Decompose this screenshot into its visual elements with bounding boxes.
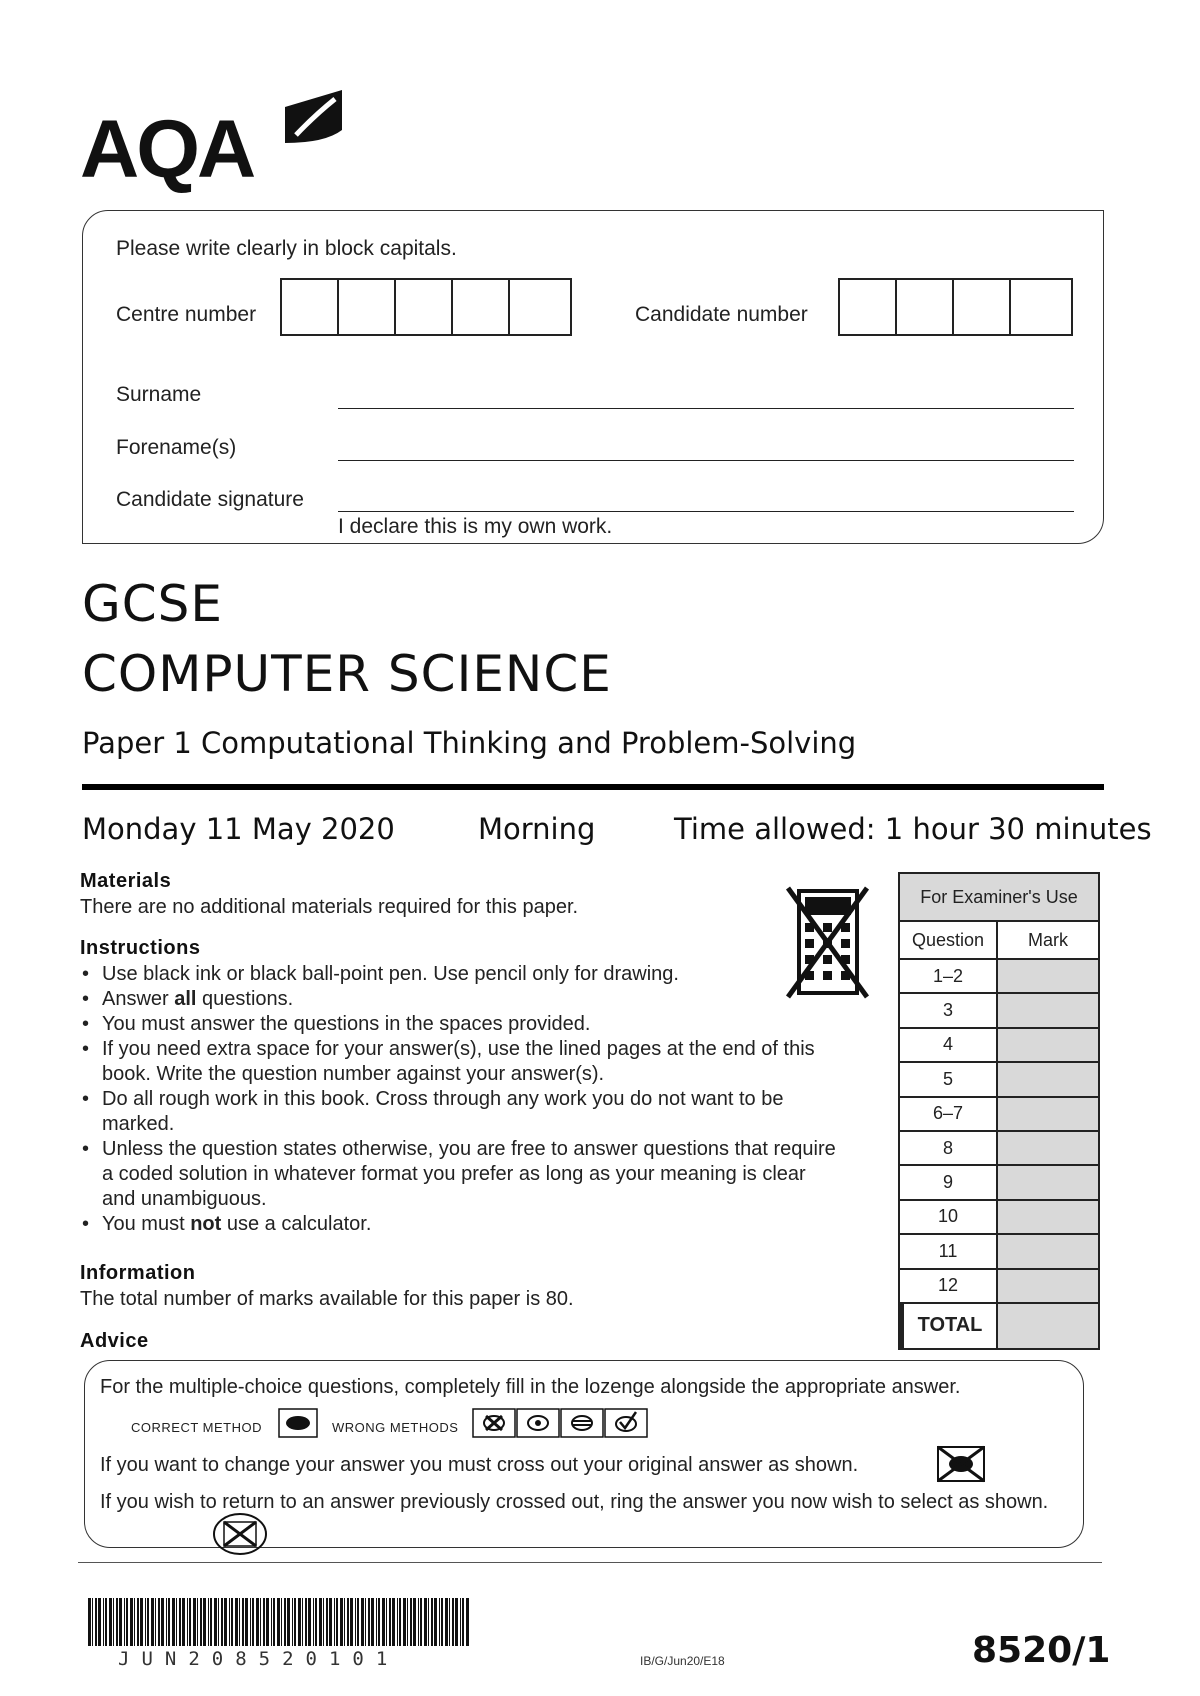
mark-cell (998, 1063, 1098, 1095)
centre-number-cell[interactable] (282, 280, 339, 334)
instruction-item: • Unless the question states otherwise, you are free to answer questions that require a coded solution in whatever format you prefer as long as your meaning is clear and unambiguous. (80, 1137, 840, 1212)
block-capitals-instruction: Please write clearly in block capitals. (116, 237, 457, 260)
barcode-bar (242, 1598, 244, 1646)
barcode-bar (336, 1598, 338, 1646)
barcode-bar (441, 1598, 443, 1646)
barcode-bar (357, 1598, 359, 1646)
question-cell: 3 (900, 994, 998, 1026)
barcode-bar (368, 1598, 370, 1646)
examiner-column-headers (900, 922, 1098, 960)
barcode-bar (302, 1598, 303, 1646)
barcode-bar (92, 1598, 93, 1646)
surname-label: Surname (116, 383, 202, 406)
barcode-bar (308, 1598, 311, 1646)
declaration-text: I declare this is my own work. (338, 515, 613, 538)
barcode-number: JUN208520101 (118, 1648, 400, 1670)
question-cell: 1–2 (900, 960, 998, 992)
barcode-bar (392, 1598, 395, 1646)
barcode-bar (189, 1598, 191, 1646)
question-cell: 11 (900, 1235, 998, 1267)
barcode (88, 1598, 474, 1651)
barcode-bar (378, 1598, 380, 1646)
examiners-use-table (898, 872, 1100, 1350)
table-row (900, 1063, 1098, 1097)
advice-line-3: If you wish to return to an answer previously crossed out, ring the answer you now wish to select as shown. (100, 1491, 1049, 1513)
mark-cell (998, 994, 1098, 1026)
barcode-bar (176, 1598, 177, 1646)
barcode-bar (452, 1598, 454, 1646)
barcode-bar (418, 1598, 419, 1646)
table-row (900, 994, 1098, 1028)
candidate-number-cell[interactable] (954, 280, 1011, 334)
barcode-bar (119, 1598, 122, 1646)
barcode-bar (109, 1598, 112, 1646)
aqa-leaf-logo-icon (80, 85, 350, 195)
footer-rule (78, 1562, 1102, 1563)
barcode-bar (187, 1598, 188, 1646)
question-cell: 12 (900, 1270, 998, 1302)
barcode-bar (347, 1598, 349, 1646)
barcode-bar (313, 1598, 314, 1646)
barcode-bar (462, 1598, 464, 1646)
mark-cell (998, 1098, 1098, 1130)
mark-cell (998, 960, 1098, 992)
barcode-bar (95, 1598, 97, 1646)
barcode-bar (284, 1598, 286, 1646)
question-cell: 4 (900, 1029, 998, 1061)
mark-column-header: Mark (998, 922, 1098, 958)
barcode-bar (466, 1598, 469, 1646)
candidate-number-label: Candidate number (635, 303, 808, 326)
barcode-bar (455, 1598, 458, 1646)
barcode-bar (214, 1598, 217, 1646)
barcode-bar (252, 1598, 254, 1646)
barcode-bar (231, 1598, 233, 1646)
candidate-number-cell[interactable] (897, 280, 954, 334)
forename-field[interactable] (338, 460, 1074, 461)
mark-cell (998, 1235, 1098, 1267)
barcode-bar (350, 1598, 353, 1646)
barcode-bar (134, 1598, 135, 1646)
wrong-methods-label: WRONG METHODS (332, 1420, 459, 1435)
barcode-bar (203, 1598, 206, 1646)
barcode-bar (256, 1598, 259, 1646)
barcode-bar (145, 1598, 146, 1646)
surname-field[interactable] (338, 408, 1074, 409)
barcode-bar (355, 1598, 356, 1646)
qualification-title: GCSE (82, 575, 223, 633)
signature-field[interactable] (338, 511, 1074, 512)
wrong-lozenges-icon (472, 1408, 648, 1443)
forename-label: Forename(s) (116, 436, 237, 459)
title-rule (82, 784, 1104, 790)
barcode-bar (397, 1598, 398, 1646)
barcode-bar (271, 1598, 272, 1646)
information-text: The total number of marks available for this paper is 80. (80, 1288, 574, 1310)
aqa-logo (80, 85, 350, 195)
barcode-bar (329, 1598, 332, 1646)
barcode-bar (218, 1598, 219, 1646)
exam-date: Monday 11 May 2020 (82, 812, 395, 846)
total-mark-cell (998, 1304, 1098, 1348)
barcode-bar (229, 1598, 230, 1646)
instruction-item: • You must not use a calculator. (80, 1212, 840, 1237)
barcode-bar (420, 1598, 422, 1646)
barcode-bar (168, 1598, 170, 1646)
instruction-item: • You must answer the questions in the spaces provided. (80, 1012, 840, 1037)
centre-number-cell[interactable] (453, 280, 510, 334)
subject-title: COMPUTER SCIENCE (82, 645, 612, 703)
barcode-bar (410, 1598, 412, 1646)
barcode-bar (294, 1598, 296, 1646)
table-row (900, 1270, 1098, 1304)
barcode-bar (200, 1598, 202, 1646)
advice-line-2: If you want to change your answer you must cross out your original answer as shown. (100, 1454, 859, 1476)
table-row (900, 1166, 1098, 1200)
barcode-bar (158, 1598, 160, 1646)
barcode-bar (445, 1598, 448, 1646)
barcode-bar (361, 1598, 364, 1646)
logo-text: AQA (80, 104, 254, 195)
barcode-bar (403, 1598, 406, 1646)
question-cell: 6–7 (900, 1098, 998, 1130)
advice-line-1: For the multiple-choice questions, completely fill in the lozenge alongside the appropriate answer. (100, 1376, 961, 1398)
barcode-bar (439, 1598, 440, 1646)
barcode-bar (116, 1598, 118, 1646)
barcode-bar (161, 1598, 164, 1646)
barcode-bar (221, 1598, 223, 1646)
information-heading: Information (80, 1262, 196, 1284)
question-cell: 10 (900, 1201, 998, 1233)
advice-heading: Advice (80, 1330, 149, 1352)
question-cell: 8 (900, 1132, 998, 1164)
barcode-bar (277, 1598, 280, 1646)
question-cell: 5 (900, 1063, 998, 1095)
barcode-bar (298, 1598, 301, 1646)
barcode-bar (273, 1598, 275, 1646)
mark-cell (998, 1132, 1098, 1164)
barcode-bar (197, 1598, 198, 1646)
examiners-use-heading: For Examiner's Use (900, 874, 1098, 922)
barcode-bar (413, 1598, 416, 1646)
question-cell: 9 (900, 1166, 998, 1198)
ringed-lozenge-icon (212, 1512, 268, 1561)
barcode-bar (260, 1598, 261, 1646)
barcode-bar (315, 1598, 317, 1646)
total-label: TOTAL (900, 1304, 998, 1348)
barcode-bar (340, 1598, 343, 1646)
instruction-item: • Use black ink or black ball-point pen. Use pencil only for drawing. (80, 962, 840, 987)
correct-lozenge-icon (278, 1408, 318, 1443)
barcode-bar (326, 1598, 328, 1646)
centre-number-field[interactable] (280, 278, 572, 336)
time-allowed: Time allowed: 1 hour 30 minutes (674, 812, 1152, 846)
barcode-bar (460, 1598, 461, 1646)
barcode-bar (239, 1598, 240, 1646)
mark-cell (998, 1029, 1098, 1061)
barcode-bar (428, 1598, 429, 1646)
barcode-bar (407, 1598, 408, 1646)
instructions-heading: Instructions (80, 937, 201, 959)
barcode-bar (224, 1598, 227, 1646)
barcode-bar (334, 1598, 335, 1646)
barcode-bar (113, 1598, 114, 1646)
barcode-bar (166, 1598, 167, 1646)
total-row (900, 1304, 1098, 1348)
table-row (900, 1132, 1098, 1166)
barcode-bar (371, 1598, 374, 1646)
table-row (900, 960, 1098, 994)
paper-title: Paper 1 Computational Thinking and Problem-Solving (82, 726, 857, 760)
barcode-bar (147, 1598, 149, 1646)
instruction-item: • If you need extra space for your answer(s), use the lined pages at the end of this book. Write the question number against your answer(s). (80, 1037, 840, 1087)
barcode-bar (449, 1598, 450, 1646)
instruction-item: • Do all rough work in this book. Cross through any work you do not want to be marked. (80, 1087, 840, 1137)
mark-cell (998, 1166, 1098, 1198)
barcode-bar (382, 1598, 385, 1646)
barcode-bar (344, 1598, 345, 1646)
barcode-bar (182, 1598, 185, 1646)
materials-heading: Materials (80, 870, 172, 892)
mark-cell (998, 1201, 1098, 1233)
mark-cell (998, 1270, 1098, 1302)
barcode-bar (263, 1598, 265, 1646)
barcode-bar (319, 1598, 322, 1646)
barcode-bar (210, 1598, 212, 1646)
candidate-number-cell[interactable] (1011, 280, 1068, 334)
barcode-bar (208, 1598, 209, 1646)
barcode-bar (399, 1598, 401, 1646)
barcode-bar (151, 1598, 154, 1646)
barcode-bar (266, 1598, 269, 1646)
instruction-item: • Answer all questions. (80, 987, 840, 1012)
barcode-bar (179, 1598, 181, 1646)
centre-number-cell[interactable] (396, 280, 453, 334)
barcode-bar (88, 1598, 91, 1646)
barcode-bar (424, 1598, 427, 1646)
question-column-header: Question (900, 922, 998, 958)
instructions-list (80, 962, 840, 1237)
table-row (900, 1201, 1098, 1235)
barcode-bar (376, 1598, 377, 1646)
barcode-bar (365, 1598, 366, 1646)
barcode-bar (292, 1598, 293, 1646)
barcode-bar (105, 1598, 107, 1646)
table-row (900, 1235, 1098, 1269)
centre-number-cell[interactable] (510, 280, 567, 334)
candidate-number-cell[interactable] (840, 280, 897, 334)
barcode-bar (287, 1598, 290, 1646)
table-row (900, 1098, 1098, 1132)
barcode-bar (389, 1598, 391, 1646)
barcode-bar (103, 1598, 104, 1646)
barcode-bar (193, 1598, 196, 1646)
barcode-bar (155, 1598, 156, 1646)
materials-text: There are no additional materials required for this paper. (80, 896, 579, 918)
barcode-bar (434, 1598, 437, 1646)
centre-number-cell[interactable] (339, 280, 396, 334)
centre-number-label: Centre number (116, 303, 257, 326)
barcode-bar (235, 1598, 238, 1646)
paper-reference: IB/G/Jun20/E18 (640, 1654, 725, 1668)
crossed-lozenge-icon (936, 1445, 986, 1488)
barcode-bar (140, 1598, 143, 1646)
table-row (900, 1029, 1098, 1063)
candidate-number-field[interactable] (838, 278, 1073, 336)
barcode-bar (281, 1598, 282, 1646)
correct-method-label: CORRECT METHOD (131, 1420, 262, 1435)
barcode-bar (137, 1598, 139, 1646)
barcode-bar (130, 1598, 133, 1646)
paper-code: 8520/1 (972, 1630, 1111, 1671)
signature-label: Candidate signature (116, 488, 304, 511)
barcode-bar (305, 1598, 307, 1646)
barcode-bar (124, 1598, 125, 1646)
barcode-bar (431, 1598, 433, 1646)
barcode-bar (172, 1598, 175, 1646)
barcode-bar (98, 1598, 101, 1646)
barcode-bar (323, 1598, 324, 1646)
barcode-bar (245, 1598, 248, 1646)
barcode-bar (386, 1598, 387, 1646)
barcode-bar (126, 1598, 128, 1646)
barcode-bar (250, 1598, 251, 1646)
exam-session: Morning (478, 812, 596, 846)
